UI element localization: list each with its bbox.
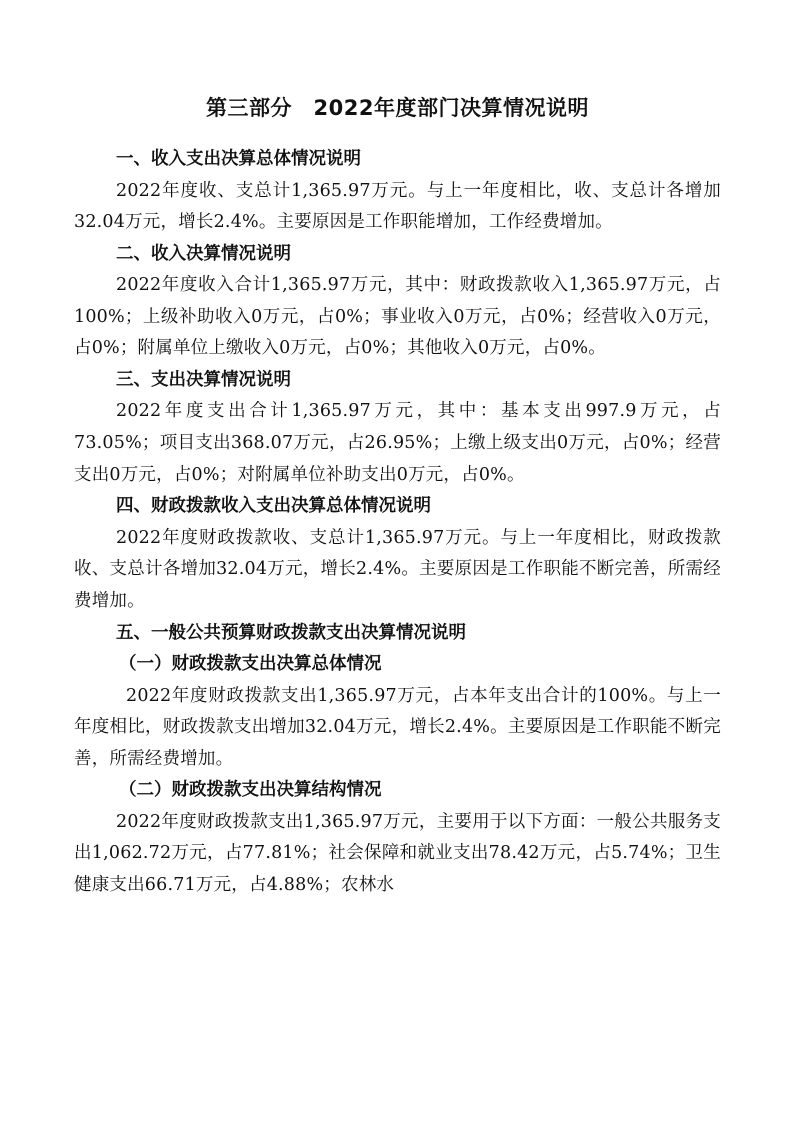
section-4-paragraph: 2022年度财政拨款收、支总计1,365.97万元。与上一年度相比，财政拨款收、支总计各增加32.04万元，增长2.4%。主要原因是工作职能不断完善，所需经费增加。: [74, 527, 721, 611]
section-heading-2: 二、收入决算情况说明: [116, 243, 291, 264]
subsection-5-2-paragraph: 2022年度财政拨款支出1,365.97万元，主要用于以下方面：一般公共服务支出1,062.72万元，占77.81%；社会保障和就业支出78.42万元，占5.74%；卫生健康支出66.71万元，占4.88%；农林水: [74, 811, 721, 895]
section-heading-5: 五、一般公共预算财政拨款支出决算情况说明: [116, 622, 466, 643]
section-3-paragraph: 2022年度支出合计1,365.97万元，其中：基本支出997.9万元，占73.05%；项目支出368.07万元，占26.95%；上缴上级支出0万元，占0%；经营支出0万元，占0%；对附属单位补助支出0万元，占0%。: [74, 401, 721, 485]
section-2-paragraph: 2022年度收入合计1,365.97万元，其中：财政拨款收入1,365.97万元，占100%；上级补助收入0万元，占0%；事业收入0万元，占0%；经营收入0万元，占0%；附属单位上缴收入0万元，占0%；其他收入0万元，占0%。: [74, 275, 721, 359]
section-heading-3: 三、支出决算情况说明: [116, 369, 291, 390]
subsection-heading-5-1: （一）财政拨款支出决算总体情况: [119, 654, 382, 675]
section-heading-4: 四、财政拨款收入支出决算总体情况说明: [116, 496, 431, 517]
section-heading-1: 一、收入支出决算总体情况说明: [116, 149, 361, 169]
section-1-paragraph: 2022年度收、支总计1,365.97万元。与上一年度相比，收、支总计各增加32.04万元，增长2.4%。主要原因是工作职能增加，工作经费增加。: [74, 180, 721, 233]
document-title: 第三部分 2022年度部门决算情况说明: [206, 96, 589, 120]
subsection-heading-5-2: （二）财政拨款支出决算结构情况: [119, 780, 382, 801]
subsection-5-1-paragraph: 2022年度财政拨款支出1,365.97万元，占本年支出合计的100%。与上一年度相比，财政拨款支出增加32.04万元，增长2.4%。主要原因是工作职能不断完善，所需经费增加。: [74, 685, 721, 769]
